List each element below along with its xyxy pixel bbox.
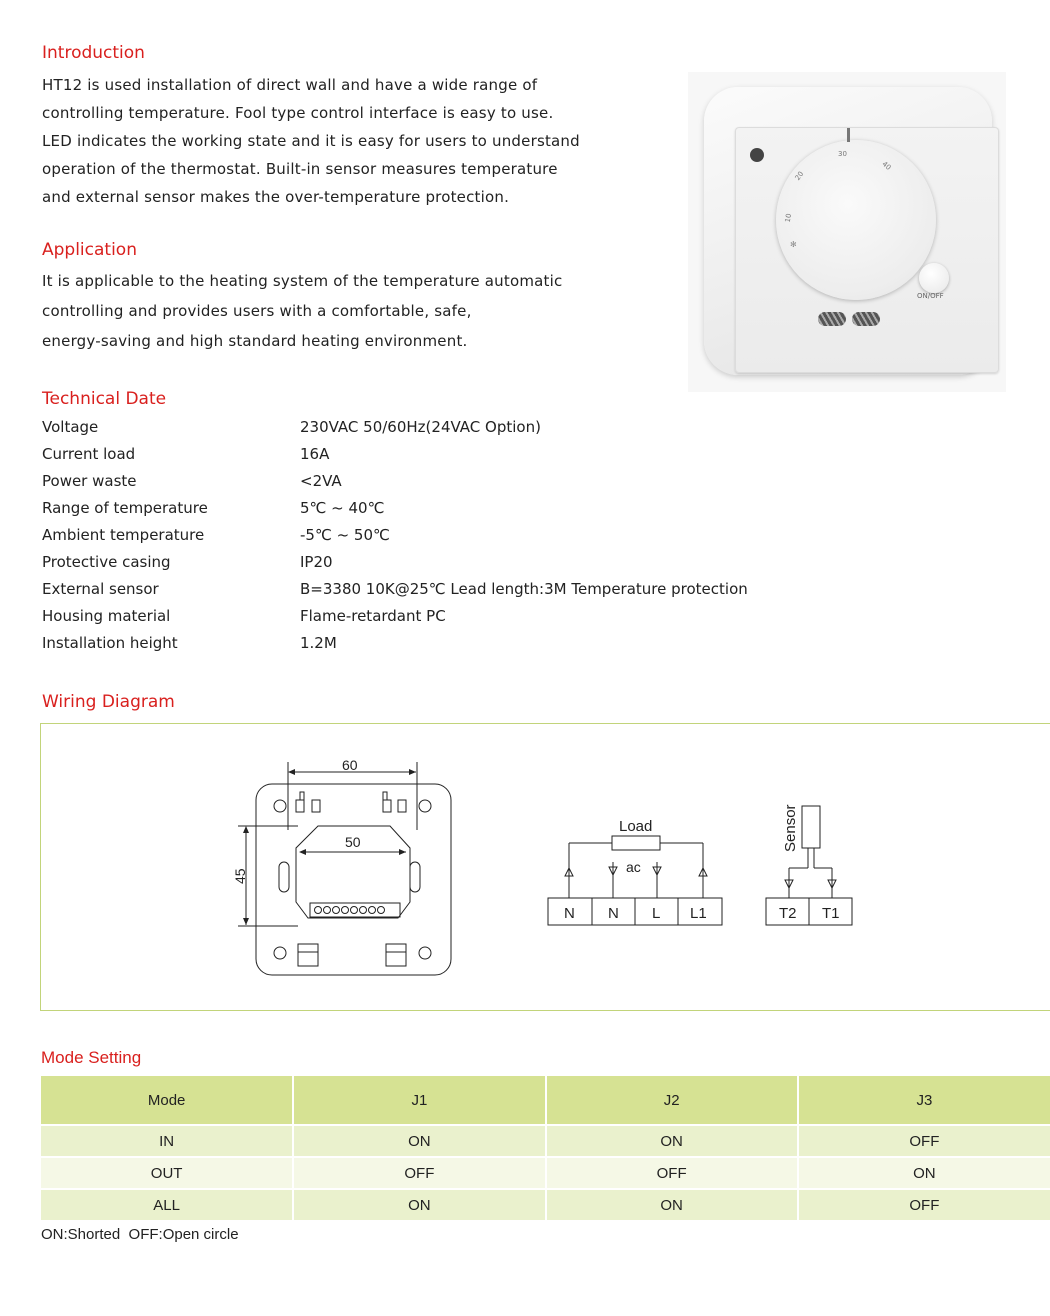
mode-row — [41, 1157, 1050, 1189]
dial-label: 40 — [880, 160, 893, 172]
introduction-line: controlling temperature. Fool type control interface is easy to use. — [42, 104, 554, 122]
mode-header-cell: J1 — [293, 1076, 545, 1125]
mode-cell: ON — [293, 1125, 545, 1157]
application-line: It is applicable to the heating system of the temperature automatic — [42, 272, 563, 290]
dimension-50-label: 50 — [345, 834, 361, 850]
mode-cell: OUT — [41, 1157, 293, 1189]
introduction-heading: Introduction — [42, 43, 145, 63]
spec-label: Power waste — [42, 472, 137, 490]
spec-label: Installation height — [42, 634, 178, 652]
spec-value: -5℃ ~ 50℃ — [300, 526, 390, 544]
dimension-45-label: 45 — [232, 868, 248, 884]
dimension-60-label: 60 — [342, 757, 358, 773]
introduction-line: and external sensor makes the over-temperature protection. — [42, 188, 510, 206]
ac-label: ac — [626, 859, 641, 875]
mode-cell: OFF — [798, 1125, 1050, 1157]
spec-value: <2VA — [300, 472, 342, 490]
snowflake-icon: ✻ — [790, 240, 797, 249]
spec-label: Housing material — [42, 607, 171, 625]
mode-note: ON:Shorted OFF:Open circle — [41, 1226, 239, 1243]
spec-label: Protective casing — [42, 553, 171, 571]
spec-value: 5℃ ~ 40℃ — [300, 499, 385, 517]
mode-header-cell: J2 — [546, 1076, 798, 1125]
load-label: Load — [619, 818, 653, 835]
spec-value: 1.2M — [300, 634, 337, 652]
introduction-line: operation of the thermostat. Built-in sensor measures temperature — [42, 160, 558, 178]
introduction-line: LED indicates the working state and it is easy for users to understand — [42, 132, 580, 150]
spec-value: B=3380 10K@25℃ Lead length:3M Temperature protection — [300, 580, 748, 598]
spec-value: 230VAC 50/60Hz(24VAC Option) — [300, 418, 541, 436]
spec-label: Ambient temperature — [42, 526, 205, 544]
terminal-label: N — [608, 905, 619, 922]
dial-label: 10 — [783, 212, 794, 224]
mode-header-cell: J3 — [798, 1076, 1050, 1125]
dial-label: 20 — [793, 170, 806, 182]
mode-cell: ON — [546, 1189, 798, 1220]
application-line: energy-saving and high standard heating environment. — [42, 332, 468, 350]
wiring-heading: Wiring Diagram — [42, 692, 175, 712]
load-box — [612, 836, 660, 850]
spec-value: Flame-retardant PC — [300, 607, 446, 625]
mode-cell: ALL — [41, 1189, 293, 1220]
mode-cell: OFF — [798, 1189, 1050, 1220]
mode-heading: Mode Setting — [41, 1048, 142, 1067]
spec-label: Voltage — [42, 418, 99, 436]
onoff-label: ON/OFF — [917, 292, 944, 300]
mode-header-cell: Mode — [41, 1076, 293, 1125]
dial-label: 30 — [838, 150, 847, 158]
spec-label: Current load — [42, 445, 136, 463]
application-heading: Application — [42, 240, 137, 260]
terminal-label: L1 — [690, 905, 707, 922]
spec-value: IP20 — [300, 553, 333, 571]
spec-label: Range of temperature — [42, 499, 208, 517]
sensor-label: Sensor — [782, 804, 799, 852]
sensor-box — [802, 806, 820, 848]
mode-cell: OFF — [546, 1157, 798, 1189]
mode-cell: ON — [546, 1125, 798, 1157]
mode-cell: IN — [41, 1125, 293, 1157]
terminal-label: N — [564, 905, 575, 922]
mode-cell: OFF — [293, 1157, 545, 1189]
mode-cell: ON — [798, 1157, 1050, 1189]
sensor-terminal-label: T2 — [779, 905, 797, 922]
mode-header-row — [41, 1076, 1050, 1125]
sensor-terminal-label: T1 — [822, 905, 840, 922]
mode-row — [41, 1189, 1050, 1220]
application-line: controlling and provides users with a comfortable, safe, — [42, 302, 472, 320]
mounting-plate-outline — [256, 784, 451, 975]
terminal-label: L — [652, 905, 661, 922]
mode-cell: ON — [293, 1189, 545, 1220]
spec-value: 16A — [300, 445, 330, 463]
mode-row — [41, 1125, 1050, 1157]
introduction-line: HT12 is used installation of direct wall and have a wide range of — [42, 76, 538, 94]
spec-label: External sensor — [42, 580, 159, 598]
technical-heading: Technical Date — [42, 389, 167, 409]
mode-table — [41, 1076, 1050, 1220]
